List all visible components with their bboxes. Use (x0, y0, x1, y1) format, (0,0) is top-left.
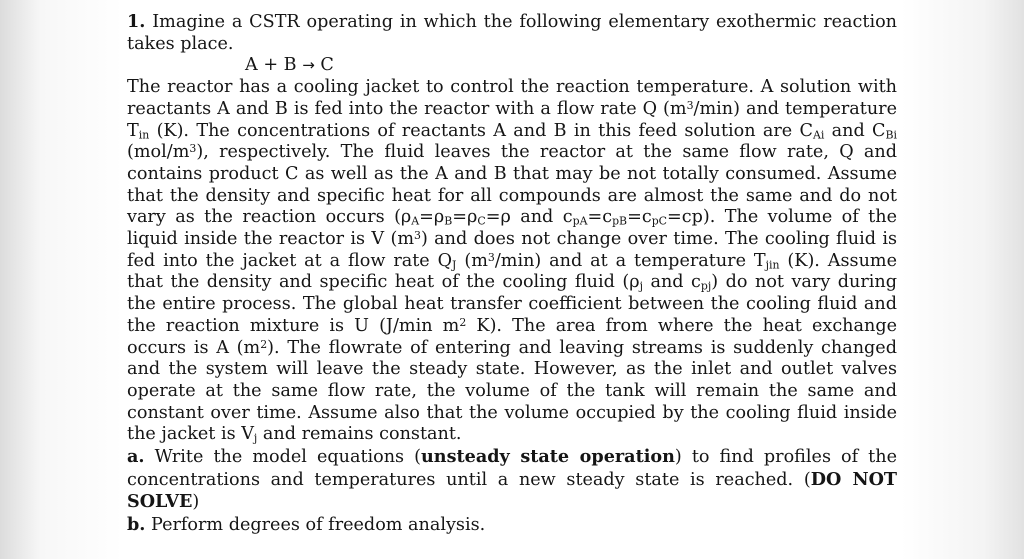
plus-sign: + (263, 55, 279, 76)
body-subscript: pj (700, 280, 712, 294)
body-text-segment: (K). Assume that the density and specific heat of the cooling fluid (ρ (127, 250, 897, 293)
problem-description (127, 77, 897, 446)
part-a-text-before: Write the model equations ( (154, 447, 422, 468)
part-a (127, 446, 897, 514)
body-subscript: jin (765, 258, 780, 272)
body-subscript: j (253, 432, 258, 446)
reaction-equation (127, 55, 897, 77)
body-subscript: C (477, 215, 486, 229)
part-a-close: ) (192, 492, 200, 513)
body-subscript: J (452, 258, 457, 272)
part-a-label: a. (127, 446, 145, 468)
body-text-segment: (K). The concentrations of reactants A and B in this feed solution are C (149, 120, 813, 141)
body-superscript: 2 (459, 315, 467, 329)
product-c: C (320, 55, 334, 76)
body-superscript: 3 (414, 229, 421, 243)
part-b-text: Perform degrees of freedom analysis. (151, 515, 486, 536)
body-superscript: 2 (260, 337, 268, 351)
body-subscript: Bi (885, 128, 898, 142)
problem-document (127, 11, 897, 537)
body-subscript: pB (612, 215, 628, 229)
body-subscript: pC (651, 215, 668, 229)
body-text-segment: The reactor has a cooling jacket to control the reaction temperature. A solution with reactants A and B is fed into the reactor with a flow rate Q (m (127, 77, 897, 119)
part-a-do-not-solve: DO NOT SOLVE (127, 468, 897, 513)
body-text-segment: (m (456, 250, 488, 271)
body-text-segment: /min) and temperature T (127, 98, 897, 141)
body-text-segment: and c (642, 272, 701, 293)
body-text-segment: =ρ and c (485, 207, 573, 228)
body-text-segment: =ρ (452, 207, 478, 228)
body-text-segment: (mol/m (127, 142, 190, 163)
part-b-label: b. (127, 514, 146, 536)
body-subscript: Ai (812, 128, 825, 142)
body-subscript: B (444, 215, 453, 229)
reactant-a: A (245, 55, 258, 76)
body-text-segment: ) and does not change over time. The cooling fluid is fed into the jacket at a flow rate Q (127, 229, 897, 271)
reactant-b: B (283, 55, 297, 76)
body-text-segment: =c (627, 207, 652, 228)
intro-text: Imagine a CSTR operating in which the following elementary exothermic reaction takes place. (127, 12, 898, 54)
part-b (127, 514, 897, 537)
body-subscript: in (138, 128, 150, 142)
body-text-segment: and C (824, 120, 886, 141)
body-subscript: A (411, 215, 420, 229)
body-subscript: pA (572, 215, 588, 229)
body-superscript: 3 (686, 98, 694, 112)
body-superscript: 3 (189, 142, 197, 156)
body-text-segment: /min) and at a temperature T (494, 250, 766, 271)
body-text-segment: =c (587, 207, 613, 228)
body-text-segment: K). The area from where the heat exchange occurs is A (m (127, 315, 897, 358)
reaction-arrow: → (302, 56, 315, 75)
problem-intro (127, 11, 897, 55)
part-a-bold-phrase: unsteady state operation (421, 446, 675, 468)
body-text-segment: =ρ (419, 207, 445, 228)
body-text-segment: ). The flowrate of entering and leaving streams is suddenly changed and the system will leave the steady state. However, as the inlet and outlet valves operate at the same flow rate, the volume of the tank will remain the same and constant over time. Assume also that the volume occupied by the cooling fluid inside the jacket is V (127, 337, 897, 445)
body-superscript: 3 (487, 250, 495, 264)
problem-number: 1. (127, 11, 146, 32)
body-text-segment: ) do not vary during the entire process. The global heat transfer coefficient between the cooling fluid and the reaction mixture is U (J/min m (127, 272, 897, 336)
body-subscript: j (639, 280, 643, 294)
part-a-text-after: ) to find profiles of the concentrations and temperatures until a new steady state is reached. ( (127, 447, 897, 490)
body-text-segment: and remains constant. (257, 424, 462, 445)
body-text-segment: ), respectively. The fluid leaves the reactor at the same flow rate, Q and contains product C as well as the A and B that may be not totally consumed. Assume that the density and specific heat for all compounds are almost the same and do not vary as the reaction occurs (ρ (127, 142, 897, 228)
body-text-segment: =cp). The volume of the liquid inside the reactor is V (m (127, 207, 897, 250)
